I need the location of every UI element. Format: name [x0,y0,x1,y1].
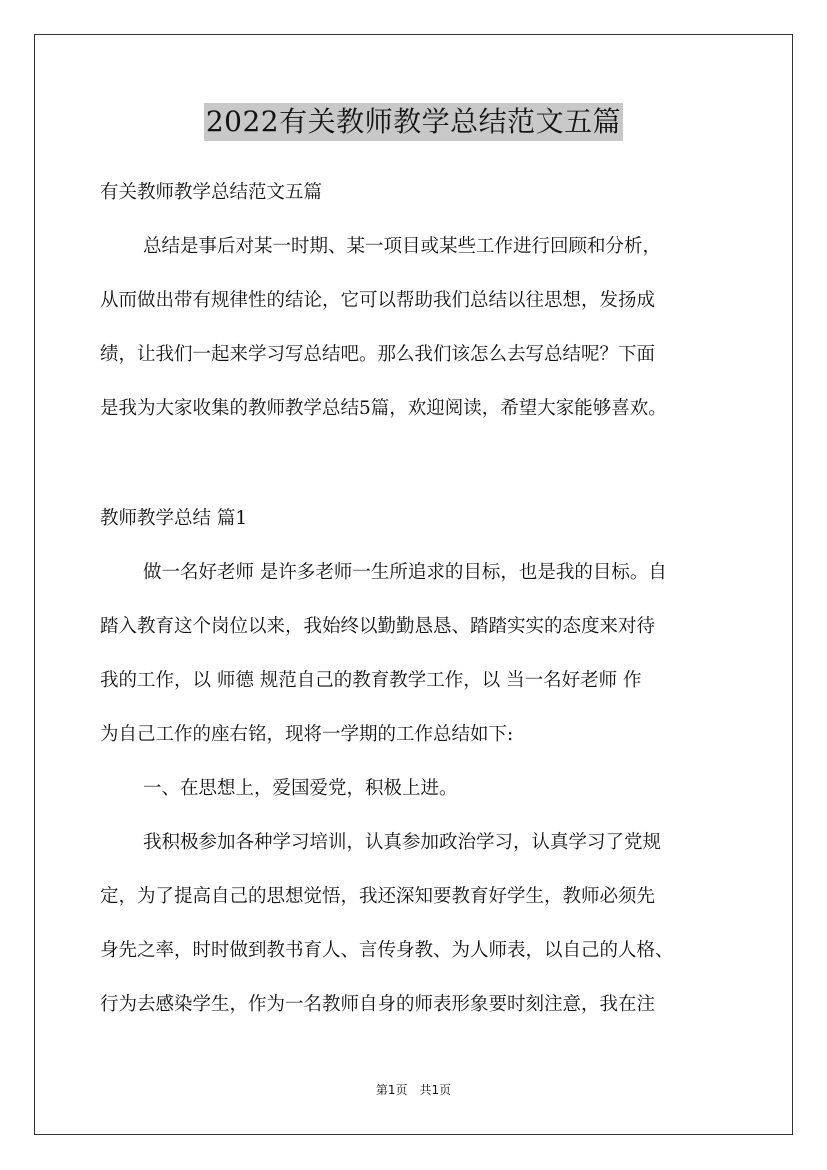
paragraph-line: 我的工作，以 师德 规范自己的教育教学工作，以 当一名好老师 作 [100,670,642,691]
paragraph-line: 身先之率，时时做到教书育人、言传身教、为人师表，以自己的人格、 [100,940,674,961]
section-heading: 教师教学总结 篇1 [100,508,248,529]
title-container [0,103,827,141]
paragraph-line: 做一名好老师 是许多老师一生所追求的目标，也是我的目标。自 [143,562,667,583]
page-footer: 第1页 共1页 [375,1083,452,1097]
paragraph-line: 总结是事后对某一时期、某一项目或某些工作进行回顾和分析， [143,236,662,257]
paragraph-line: 行为去感染学生，作为一名教师自身的师表形象要时刻注意，我在注 [100,994,656,1015]
paragraph-line: 定，为了提高自己的思想觉悟，我还深知要教育好学生，教师必须先 [100,886,656,907]
paragraph-line: 从而做出带有规律性的结论，它可以帮助我们总结以往思想，发扬成 [100,290,656,311]
paragraph-line: 我积极参加各种学习培训，认真参加政治学习，认真学习了党规 [143,832,662,853]
intro-heading: 有关教师教学总结范文五篇 [100,182,323,203]
paragraph-line: 绩，让我们一起来学习写总结吧。那么我们该怎么去写总结呢？下面 [100,344,656,365]
paragraph-line: 踏入教育这个岗位以来，我始终以勤勤恳恳、踏踏实实的态度来对待 [100,616,656,637]
subsection-heading: 一、在思想上，爱国爱党，积极上进。 [143,778,458,799]
paragraph-line: 为自己工作的座右铭，现将一学期的工作总结如下: [100,724,514,745]
document-title: 2022有关教师教学总结范文五篇 [204,103,623,141]
paragraph-line: 是我为大家收集的教师教学总结5篇，欢迎阅读，希望大家能够喜欢。 [100,398,667,419]
